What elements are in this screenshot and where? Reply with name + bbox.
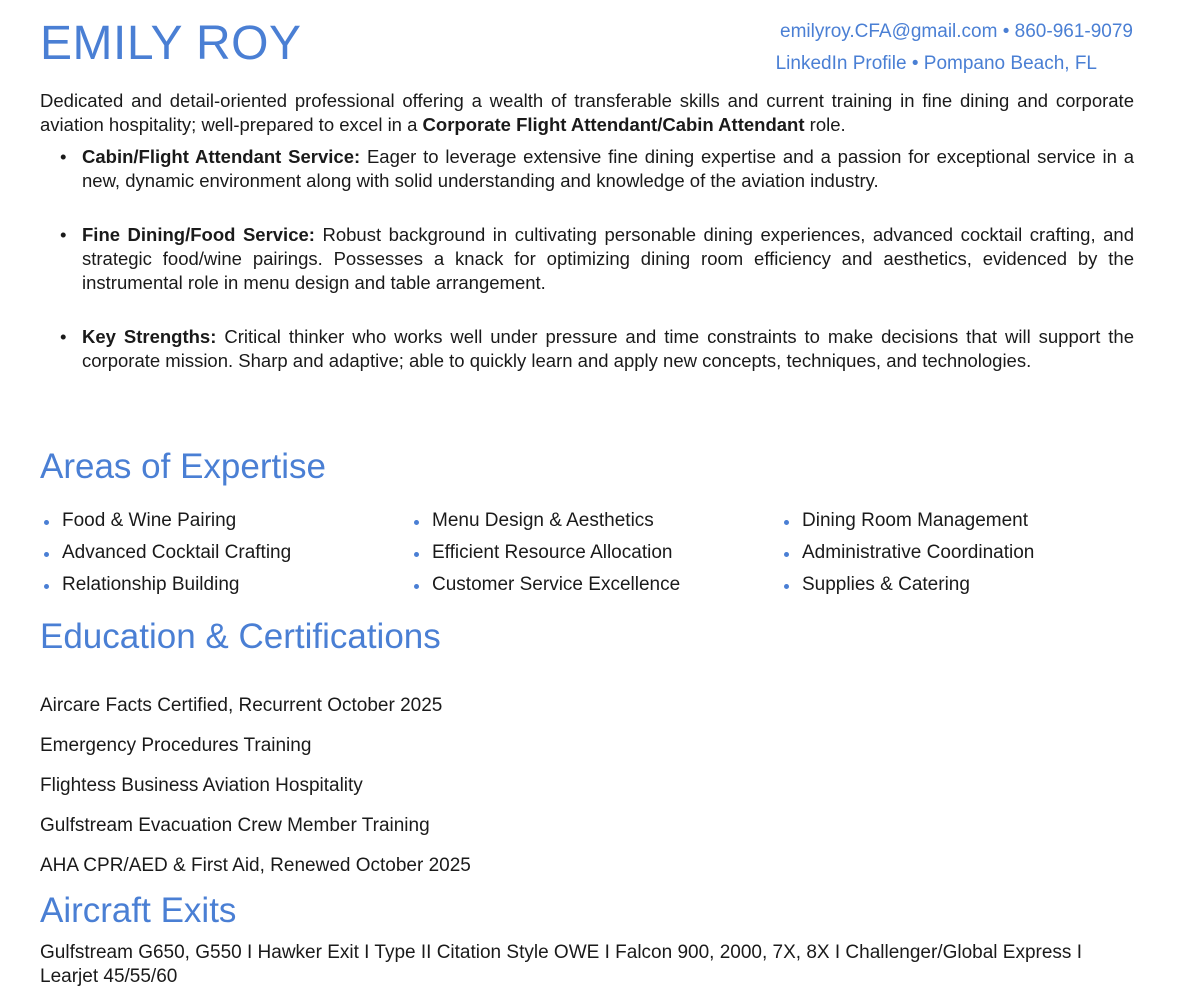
summary-target-role: Corporate Flight Attendant/Cabin Attendant <box>422 114 805 135</box>
location-text: Pompano Beach, FL <box>923 53 1097 74</box>
contact-line-2 <box>776 48 1097 80</box>
contact-info <box>776 16 1133 80</box>
expertise-item: Administrative Coordination <box>780 537 1150 569</box>
education-item: AHA CPR/AED & First Aid, Renewed October 2025 <box>40 855 471 876</box>
contact-separator: • <box>997 21 1015 42</box>
education-item: Gulfstream Evacuation Crew Member Training <box>40 815 430 836</box>
highlight-text: Eager to leverage extensive fine dining expertise and a passion for exceptional service in a new, dynamic environment along with solid understanding and knowledge of the aviation industry. <box>82 146 1135 191</box>
professional-summary <box>40 89 1134 137</box>
expertise-item: Dining Room Management <box>780 505 1150 537</box>
expertise-item: Customer Service Excellence <box>410 569 780 601</box>
expertise-column <box>40 505 410 601</box>
expertise-grid <box>40 505 1150 601</box>
expertise-item: Menu Design & Aesthetics <box>410 505 780 537</box>
highlight-item <box>40 145 1134 193</box>
aircraft-exits-text: Gulfstream G650, G550 I Hawker Exit I Type II Citation Style OWE I Falcon 900, 2000, 7X, 8X I Challenger/Global Express I Learjet 45/55/60 <box>40 942 1082 987</box>
highlights-list <box>40 145 1134 403</box>
highlight-title: Cabin/Flight Attendant Service: <box>82 146 361 167</box>
email-link[interactable]: emilyroy.CFA@gmail.com <box>780 21 998 42</box>
contact-line-1 <box>776 16 1133 48</box>
education-item: Flightess Business Aviation Hospitality <box>40 775 363 796</box>
expertise-item: Relationship Building <box>40 569 410 601</box>
highlight-title: Fine Dining/Food Service: <box>82 224 315 245</box>
summary-text: Dedicated and detail-oriented professional offering a wealth of transferable skills and current training in fine dining and corporate aviation hospitality; well-prepared to excel in a <box>40 90 1134 135</box>
highlight-title: Key Strengths: <box>82 326 217 347</box>
education-heading: Education & Certifications <box>40 617 441 656</box>
education-list <box>40 686 471 886</box>
linkedin-link[interactable]: LinkedIn Profile <box>775 53 907 74</box>
highlight-text: Robust background in cultivating personable dining experiences, advanced cocktail crafting, and strategic food/wine pairings. Possesses a knack for optimizing dining room efficiency and aesthetics, evidenced by the instrumental role in menu design and table arrangement. <box>82 224 1134 293</box>
education-item: Aircare Facts Certified, Recurrent October 2025 <box>40 695 443 716</box>
highlight-item <box>40 223 1134 295</box>
aircraft-exits-heading: Aircraft Exits <box>40 891 237 930</box>
summary-text-end: role. <box>804 114 846 135</box>
expertise-item: Supplies & Catering <box>780 569 1150 601</box>
expertise-column <box>410 505 780 601</box>
highlight-text: Critical thinker who works well under pressure and time constraints to make decisions that will support the corporate mission. Sharp and adaptive; able to quickly learn and apply new concepts, techniques, and technologies. <box>82 326 1134 371</box>
phone-link[interactable]: 860-961-9079 <box>1014 21 1133 42</box>
highlight-item <box>40 325 1134 373</box>
expertise-item: Advanced Cocktail Crafting <box>40 537 410 569</box>
candidate-name: EMILY ROY <box>40 17 302 70</box>
expertise-item: Food & Wine Pairing <box>40 505 410 537</box>
contact-separator: • <box>906 53 924 74</box>
expertise-column <box>780 505 1150 601</box>
expertise-item: Efficient Resource Allocation <box>410 537 780 569</box>
expertise-heading: Areas of Expertise <box>40 447 326 486</box>
education-item: Emergency Procedures Training <box>40 735 312 756</box>
